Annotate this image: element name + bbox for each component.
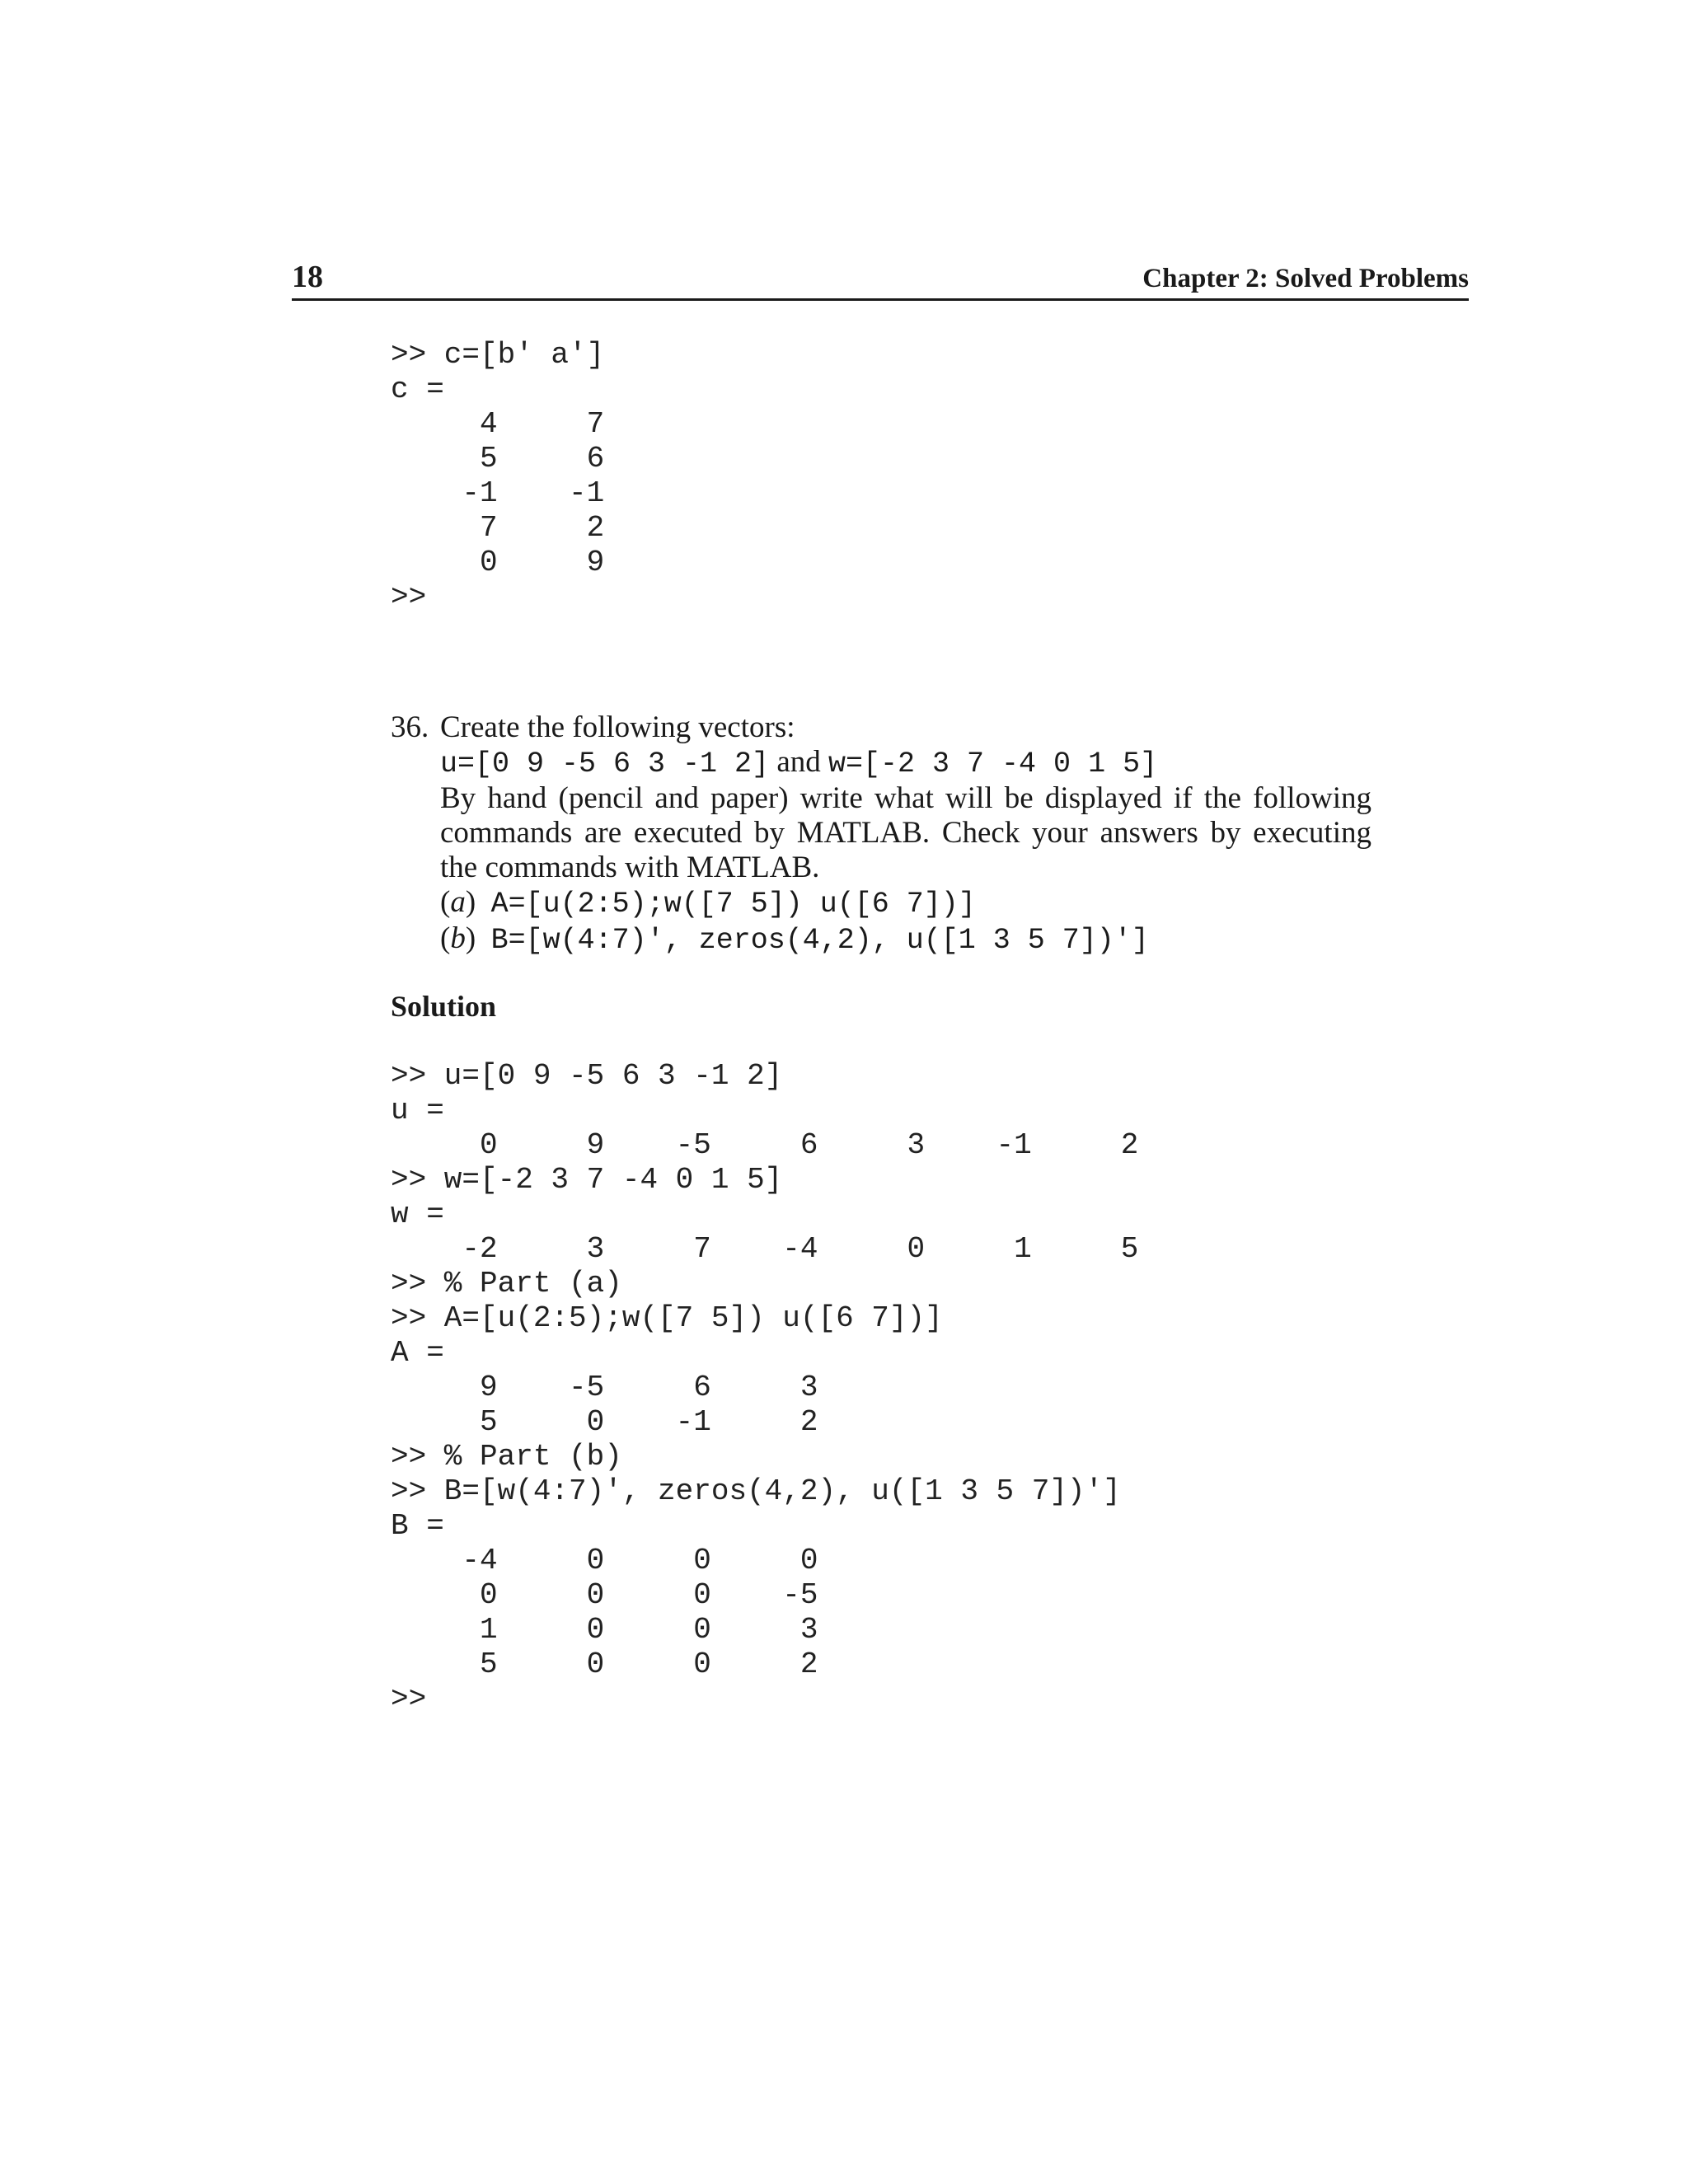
part-command: A=[u(2:5);w([7 5]) u([6 7])] bbox=[490, 888, 976, 921]
problem-36 bbox=[391, 710, 1372, 958]
and-word: and bbox=[776, 745, 821, 779]
problem-heading bbox=[391, 710, 1372, 745]
running-title: Chapter 2: Solved Problems bbox=[1142, 264, 1469, 293]
code-block-top bbox=[391, 338, 604, 615]
code-line: >> w=[-2 3 7 -4 0 1 5] bbox=[391, 1163, 783, 1197]
problem-body bbox=[440, 745, 1372, 958]
page-header bbox=[292, 255, 1469, 301]
vector-definitions bbox=[440, 745, 1372, 781]
part-command: B=[w(4:7)', zeros(4,2), u([1 3 5 7])'] bbox=[490, 924, 1149, 957]
code-line: 5 0 0 2 bbox=[391, 1647, 818, 1681]
code-line: 7 2 bbox=[391, 511, 605, 545]
solution-heading: Solution bbox=[391, 990, 497, 1023]
code-line: -1 -1 bbox=[391, 476, 605, 510]
code-line: >> c=[b' a'] bbox=[391, 338, 605, 372]
code-line: 4 7 bbox=[391, 407, 605, 441]
code-line: >> u=[0 9 -5 6 3 -1 2] bbox=[391, 1059, 783, 1093]
code-line: 1 0 0 3 bbox=[391, 1613, 818, 1647]
code-line: c = bbox=[391, 373, 444, 406]
code-line: w = bbox=[391, 1197, 444, 1231]
vector-w: w=[-2 3 7 -4 0 1 5] bbox=[828, 748, 1158, 780]
code-line: -4 0 0 0 bbox=[391, 1544, 818, 1577]
part-label: b bbox=[450, 921, 466, 955]
code-line: >> B=[w(4:7)', zeros(4,2), u([1 3 5 7])'] bbox=[391, 1474, 1121, 1508]
part-label: a bbox=[450, 885, 466, 919]
code-line: >> A=[u(2:5);w([7 5]) u([6 7])] bbox=[391, 1301, 943, 1335]
vector-u: u=[0 9 -5 6 3 -1 2] bbox=[440, 748, 770, 780]
part-b: (b) B=[w(4:7)', zeros(4,2), u([1 3 5 7])'] bbox=[440, 921, 1149, 957]
code-line: B = bbox=[391, 1509, 444, 1543]
code-line: >> bbox=[391, 1682, 427, 1716]
code-line: 5 0 -1 2 bbox=[391, 1405, 818, 1439]
code-line: >> % Part (a) bbox=[391, 1267, 622, 1301]
code-line: 5 6 bbox=[391, 442, 605, 476]
code-line: >> bbox=[391, 580, 427, 614]
code-line: 0 9 -5 6 3 -1 2 bbox=[391, 1128, 1139, 1162]
code-line: u = bbox=[391, 1094, 444, 1127]
code-line: A = bbox=[391, 1336, 444, 1370]
part-a: (a) A=[u(2:5);w([7 5]) u([6 7])] bbox=[440, 885, 976, 921]
code-line: -2 3 7 -4 0 1 5 bbox=[391, 1232, 1139, 1266]
code-line: 9 -5 6 3 bbox=[391, 1371, 818, 1404]
problem-number: 36. bbox=[391, 710, 429, 744]
page-number: 18 bbox=[292, 260, 323, 294]
problem-instructions: By hand (pencil and paper) write what will be displayed if the following commands are executed by MATLAB. Check your answers by executing the commands with MATLAB. bbox=[440, 781, 1372, 884]
solution-code-block bbox=[391, 1059, 1138, 1717]
problem-intro: Create the following vectors: bbox=[440, 710, 795, 744]
code-line: 0 0 0 -5 bbox=[391, 1578, 818, 1612]
code-line: 0 9 bbox=[391, 546, 605, 579]
code-line: >> % Part (b) bbox=[391, 1440, 622, 1474]
